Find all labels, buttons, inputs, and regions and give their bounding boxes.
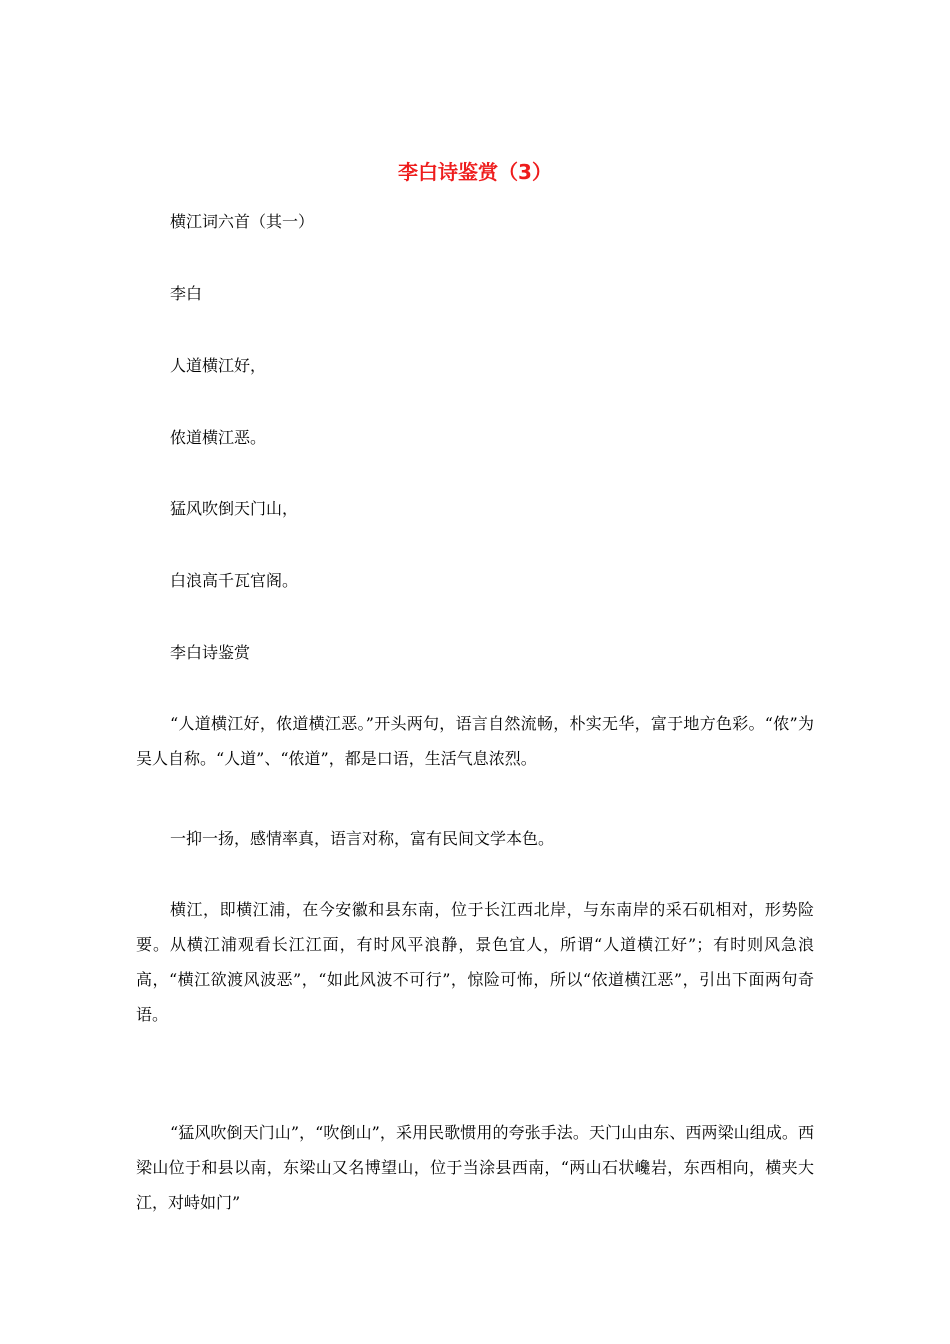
page-title: 李白诗鉴赏（3） xyxy=(398,160,552,184)
poem-line-3: 猛风吹倒天门山， xyxy=(170,499,299,518)
paragraph-1: “人道横江好，侬道横江恶。”开头两句，语言自然流畅，朴实无华，富于地方色彩。“侬”为吴人自称。“人道”、“侬道”，都是口语，生活气息浓烈。 xyxy=(136,714,814,768)
poem-line-1: 人道横江好， xyxy=(170,356,267,375)
poem-line-4: 白浪高千瓦官阁。 xyxy=(170,571,299,590)
poem-line-2: 侬道横江恶。 xyxy=(170,428,267,447)
poem-title: 横江词六首（其一） xyxy=(170,212,315,231)
paragraph-2: 一抑一扬，感情率真，语言对称，富有民间文学本色。 xyxy=(170,829,555,848)
poem-author: 李白 xyxy=(170,284,203,303)
section-heading: 李白诗鉴赏 xyxy=(170,643,251,662)
paragraph-3: 横江，即横江浦，在今安徽和县东南，位于长江西北岸，与东南岸的采石矶相对，形势险要。从横江浦观看长江江面，有时风平浪静，景色宜人，所谓“人道横江好”；有时则风急浪高，“横江欲渡风波恶”，“如此风波不可行”，惊险可怖，所以“依道横江恶”，引出下面两句奇语。 xyxy=(136,900,814,1024)
paragraph-4: “猛风吹倒天门山”，“吹倒山”，采用民歌惯用的夸张手法。天门山由东、西两梁山组成。西梁山位于和县以南，东梁山又名博望山，位于当涂县西南，“两山石状巉岩，东西相向，横夹大江，对峙如门” xyxy=(136,1123,814,1212)
